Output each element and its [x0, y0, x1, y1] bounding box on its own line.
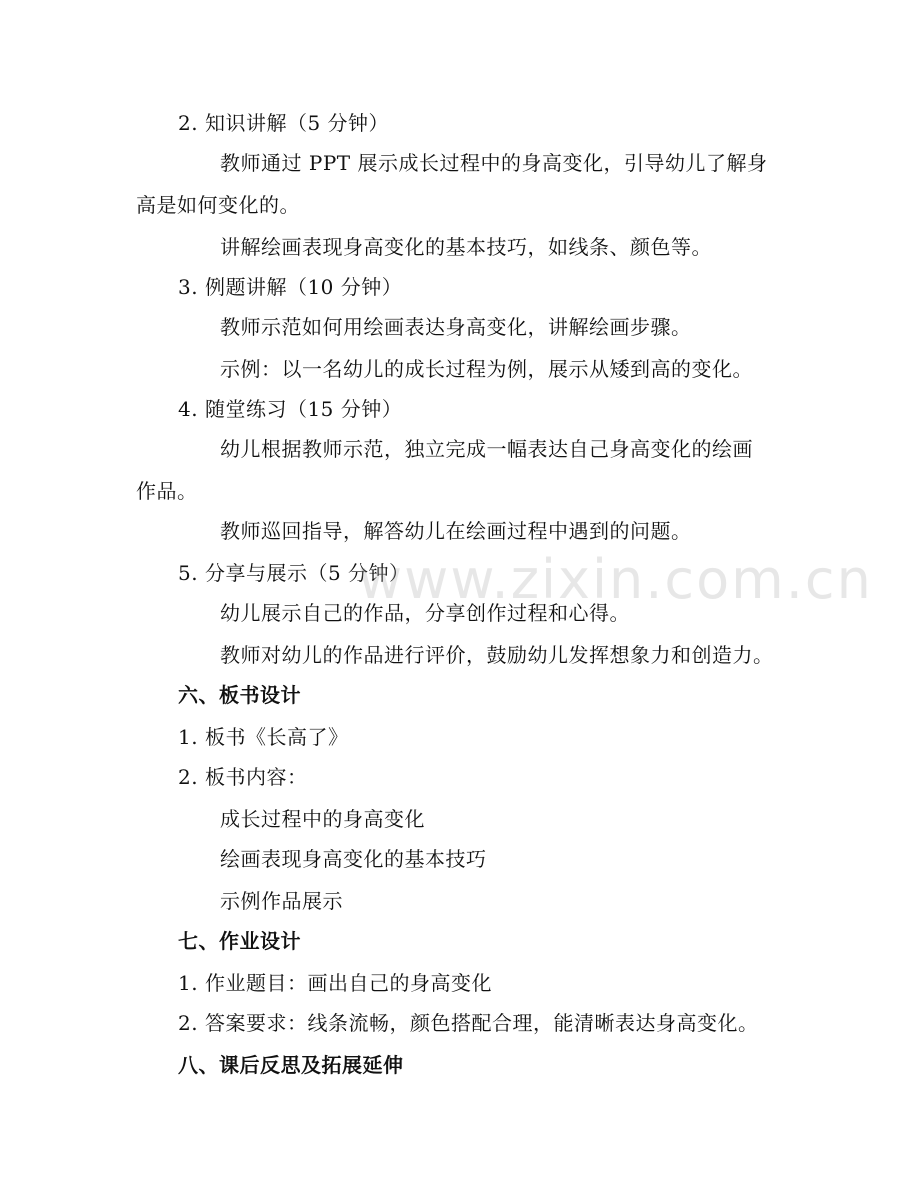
- list-item: 1. 作业题目：画出自己的身高变化: [178, 971, 492, 995]
- paragraph-line: 教师巡回指导，解答幼儿在绘画过程中遇到的问题。: [220, 519, 692, 543]
- board-content-line: 示例作品展示: [220, 889, 343, 913]
- board-content-line: 成长过程中的身高变化: [220, 807, 425, 831]
- list-item-practice: 4. 随堂练习（15 分钟）: [178, 397, 403, 421]
- paragraph-line: 教师通过 PPT 展示成长过程中的身高变化，引导幼儿了解身: [220, 151, 768, 175]
- watermark: www.zixin.com.cn: [358, 548, 873, 611]
- section-heading-homework: 七、作业设计: [178, 929, 301, 953]
- paragraph-line: 作品。: [136, 479, 198, 503]
- paragraph-line: 讲解绘画表现身高变化的基本技巧，如线条、颜色等。: [220, 235, 712, 259]
- paragraph-line: 教师对幼儿的作品进行评价，鼓励幼儿发挥想象力和创造力。: [220, 643, 774, 667]
- paragraph-line: 幼儿根据教师示范，独立完成一幅表达自己身高变化的绘画: [220, 437, 753, 461]
- list-item-example: 3. 例题讲解（10 分钟）: [178, 275, 403, 299]
- list-item: 2. 板书内容：: [178, 765, 308, 789]
- list-item-share: 5. 分享与展示（5 分钟）: [178, 561, 410, 585]
- paragraph-line: 示例：以一名幼儿的成长过程为例，展示从矮到高的变化。: [220, 357, 753, 381]
- paragraph-line: 教师示范如何用绘画表达身高变化，讲解绘画步骤。: [220, 315, 692, 339]
- section-heading-reflection: 八、课后反思及拓展延伸: [178, 1053, 404, 1077]
- section-heading-board: 六、板书设计: [178, 683, 301, 707]
- list-item-knowledge: 2. 知识讲解（5 分钟）: [178, 111, 390, 135]
- paragraph-line: 高是如何变化的。: [136, 193, 300, 217]
- paragraph-line: 幼儿展示自己的作品，分享创作过程和心得。: [220, 601, 630, 625]
- list-item: 2. 答案要求：线条流畅，颜色搭配合理，能清晰表达身高变化。: [178, 1011, 759, 1035]
- list-item: 1. 板书《长高了》: [178, 725, 349, 749]
- board-content-line: 绘画表现身高变化的基本技巧: [220, 847, 487, 871]
